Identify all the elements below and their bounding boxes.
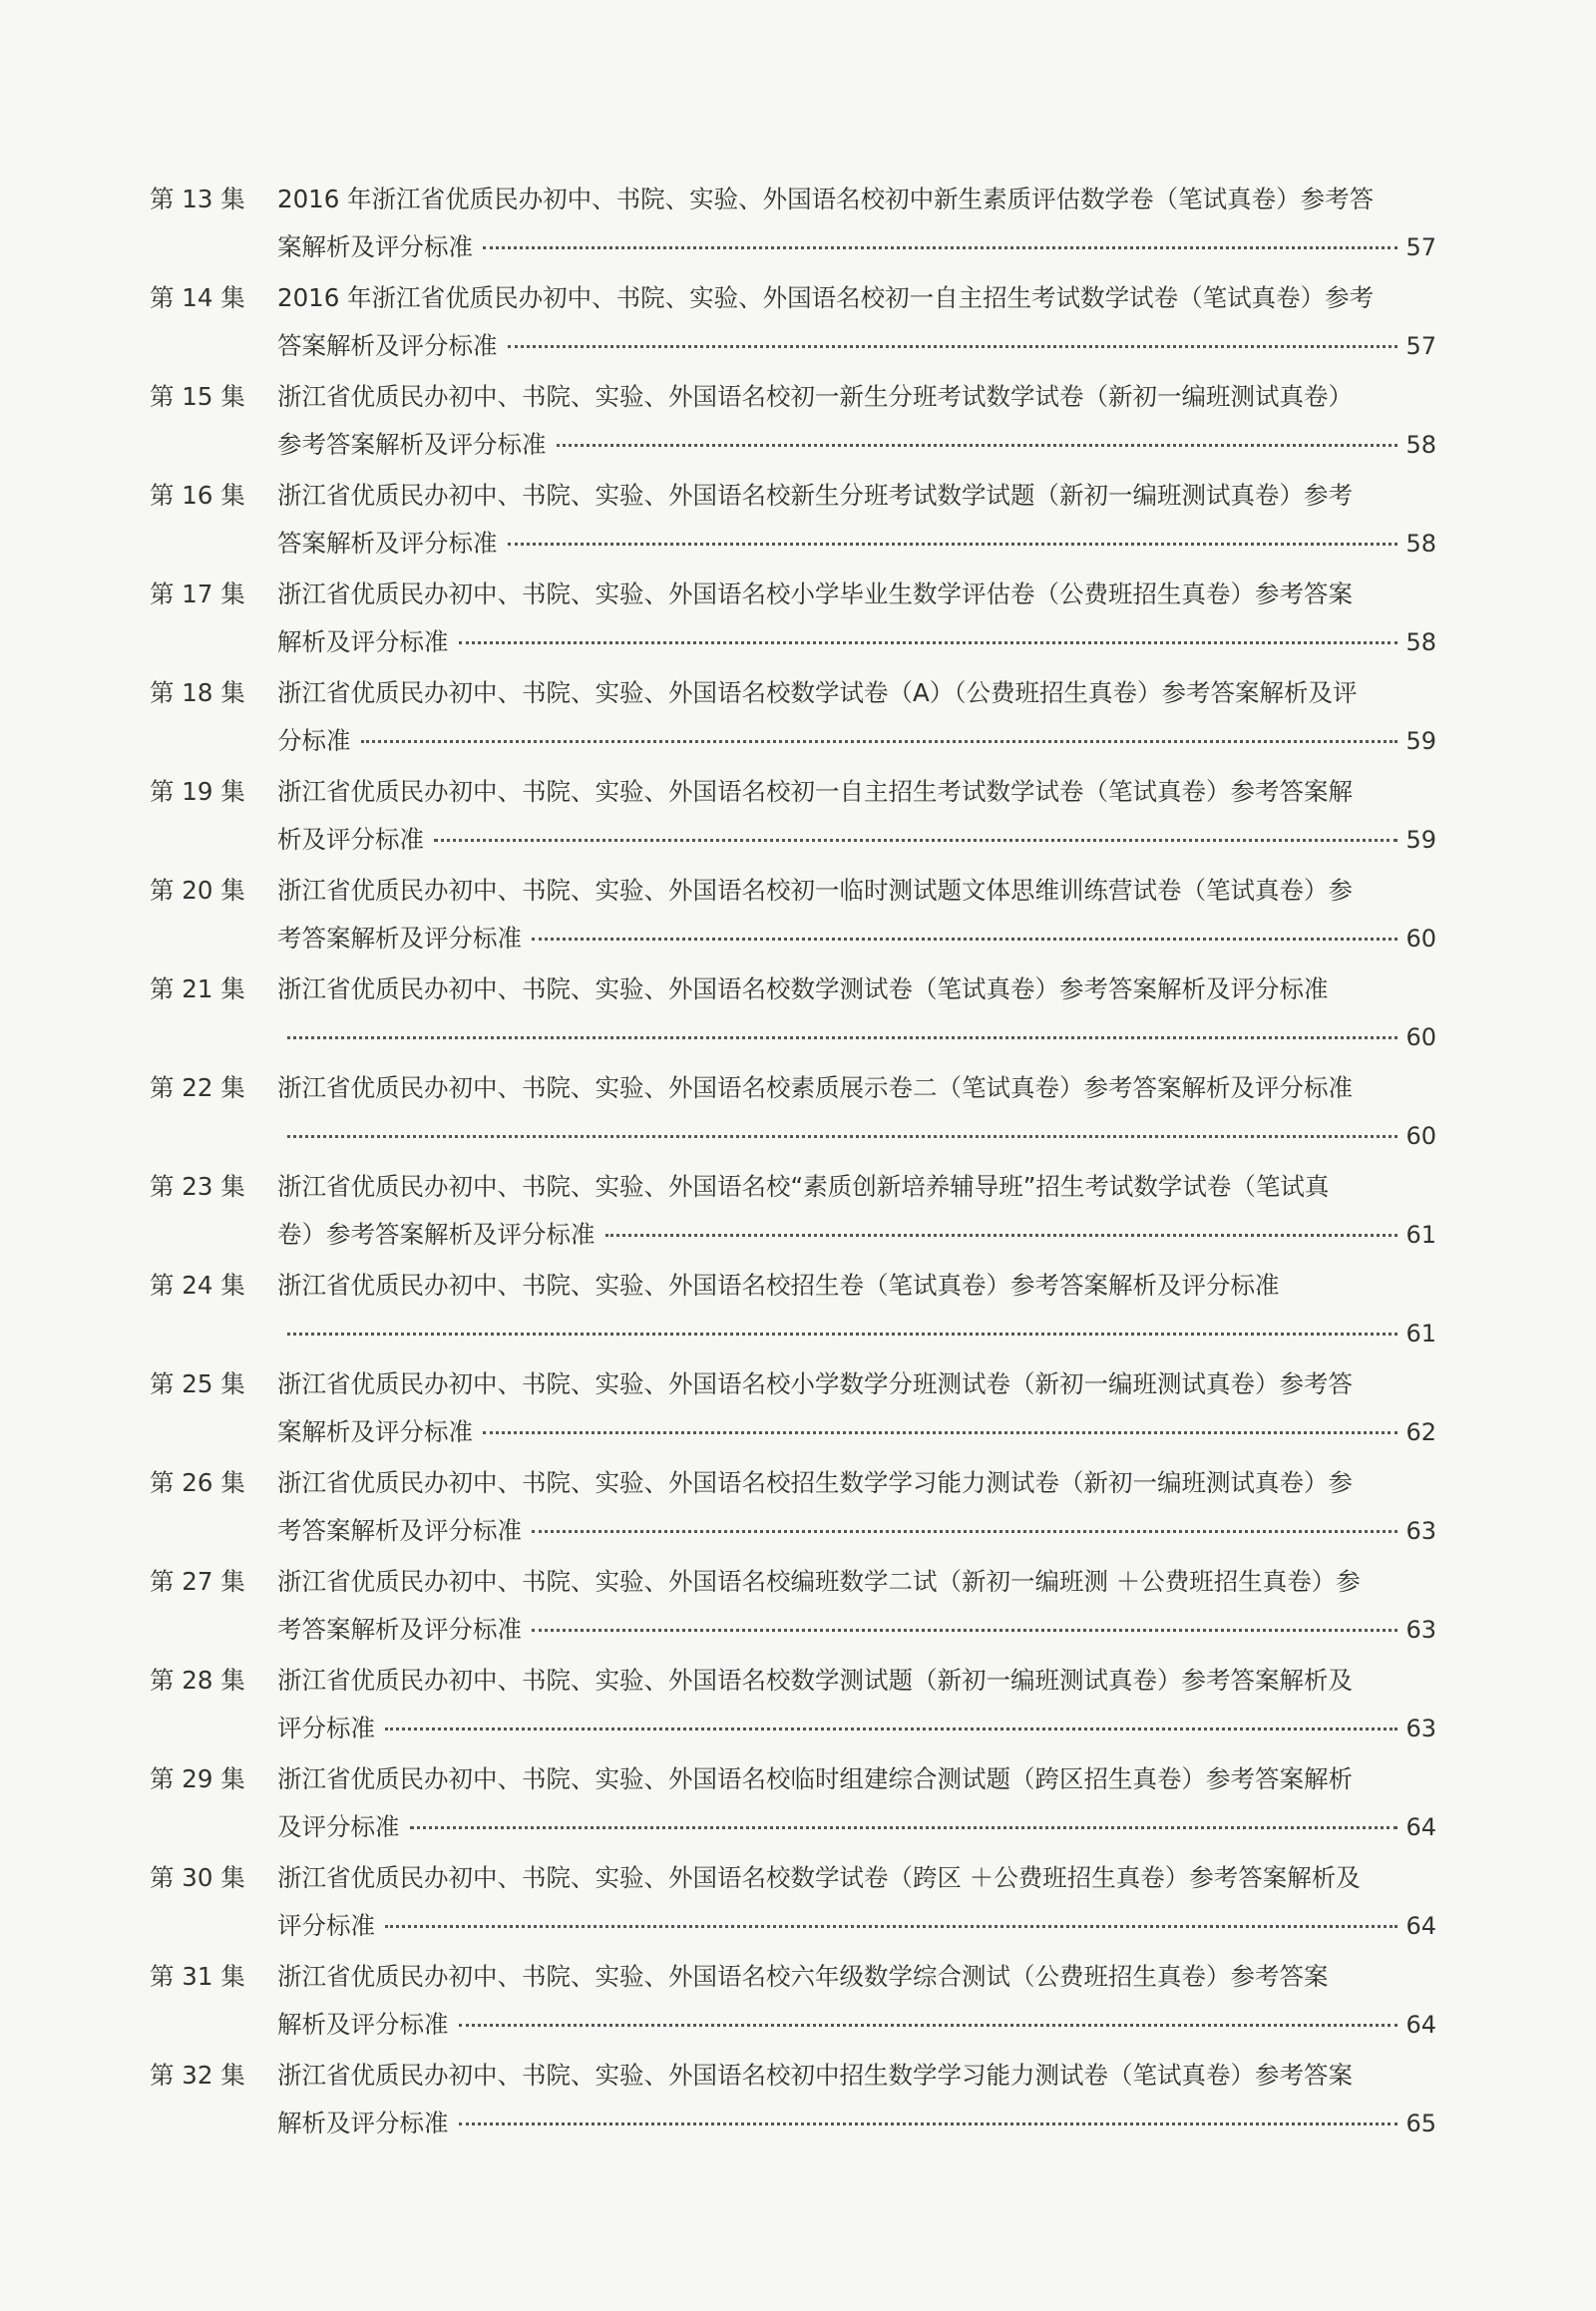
toc-entry-title: 浙江省优质民办初中、书院、实验、外国语名校招生数学学习能力测试卷（新初一编班测试真卷）参 [277, 1468, 1353, 1497]
toc-entry-page-number: 57 [1405, 233, 1436, 261]
dot-leader [508, 345, 1398, 348]
dot-leader [361, 740, 1398, 743]
dot-leader [287, 1333, 1397, 1336]
toc-entry-number: 第 28 集 [150, 1666, 245, 1695]
toc-entry-number: 第 14 集 [150, 283, 245, 312]
toc-entry-number: 第 17 集 [150, 579, 245, 608]
toc-entry-page-number: 63 [1405, 1715, 1436, 1742]
toc-entry-body [277, 965, 1436, 1064]
toc-entry-title: 浙江省优质民办初中、书院、实验、外国语名校初一临时测试题文体思维训练营试卷（笔试真卷）参 [277, 876, 1353, 905]
toc-entry-page-number: 59 [1405, 727, 1436, 755]
toc-entry [150, 472, 1436, 571]
toc-entry-title: 浙江省优质民办初中、书院、实验、外国语名校初一自主招生考试数学试卷（笔试真卷）参考答案解 [277, 777, 1353, 806]
toc-entry-page-number: 60 [1405, 1122, 1436, 1150]
toc-entry-title: 浙江省优质民办初中、书院、实验、外国语名校小学数学分班测试卷（新初一编班测试真卷）参考答 [277, 1369, 1353, 1398]
toc-entry-number: 第 27 集 [150, 1567, 245, 1596]
toc-entry-body [277, 472, 1436, 571]
toc-entry-second-line [277, 322, 1436, 370]
toc-entry-page-number: 63 [1405, 1517, 1436, 1545]
toc-entry-body [277, 867, 1436, 965]
dot-leader [483, 1431, 1397, 1434]
toc-entry-body [277, 274, 1436, 373]
toc-entry-title: 浙江省优质民办初中、书院、实验、外国语名校新生分班考试数学试题（新初一编班测试真卷）参考 [277, 481, 1353, 510]
toc-entry-second-line [277, 618, 1436, 666]
toc-entry-page-number: 58 [1405, 431, 1436, 459]
dot-leader [508, 543, 1398, 546]
toc-entry-title: 浙江省优质民办初中、书院、实验、外国语名校初中招生数学学习能力测试卷（笔试真卷）参考答案 [277, 2061, 1353, 2090]
toc-entry-title: 浙江省优质民办初中、书院、实验、外国语名校六年级数学综合测试（公费班招生真卷）参考答案 [277, 1962, 1329, 1991]
toc-entry-number: 第 31 集 [150, 1962, 245, 1991]
toc-entry-body [277, 1558, 1436, 1657]
dot-leader [459, 2122, 1398, 2125]
toc-entry-number: 第 15 集 [150, 382, 245, 411]
toc-entry-body [277, 768, 1436, 867]
toc-entry [150, 176, 1436, 274]
toc-entry-second-line [277, 1310, 1436, 1357]
toc-entry [150, 2052, 1436, 2150]
toc-entry-number: 第 13 集 [150, 185, 245, 213]
dot-leader [459, 2024, 1398, 2027]
toc-entry-title-continued: 考答案解析及评分标准 [277, 924, 522, 953]
toc-entry-page-number: 64 [1405, 1813, 1436, 1841]
toc-entry-body [277, 1953, 1436, 2052]
toc-entry [150, 867, 1436, 965]
toc-entry-body [277, 669, 1436, 768]
dot-leader [287, 1036, 1397, 1039]
toc-entry-number: 第 32 集 [150, 2061, 245, 2090]
toc-entry-second-line [277, 223, 1436, 271]
dot-leader [385, 1728, 1397, 1731]
toc-entry-title-continued: 考答案解析及评分标准 [277, 1516, 522, 1545]
toc-entry-page-number: 58 [1405, 628, 1436, 656]
toc-entry-body [277, 2052, 1436, 2150]
toc-entry-title: 浙江省优质民办初中、书院、实验、外国语名校数学测试卷（笔试真卷）参考答案解析及评分标准 [277, 974, 1329, 1003]
toc-entry [150, 965, 1436, 1064]
toc-entry-second-line [277, 1902, 1436, 1950]
toc-entry-body [277, 1360, 1436, 1459]
toc-entry [150, 1854, 1436, 1953]
toc-entry-second-line [277, 816, 1436, 864]
toc-entry-page-number: 65 [1405, 2110, 1436, 2137]
toc-entry-number: 第 16 集 [150, 481, 245, 510]
toc-entry-second-line [277, 2001, 1436, 2049]
toc-entry-title: 浙江省优质民办初中、书院、实验、外国语名校小学毕业生数学评估卷（公费班招生真卷）参考答案 [277, 579, 1353, 608]
toc-entry-title: 浙江省优质民办初中、书院、实验、外国语名校临时组建综合测试题（跨区招生真卷）参考答案解析 [277, 1764, 1353, 1793]
toc-entry-title: 浙江省优质民办初中、书院、实验、外国语名校素质展示卷二（笔试真卷）参考答案解析及评分标准 [277, 1073, 1353, 1102]
toc-entry-second-line [277, 1803, 1436, 1851]
toc-entry-title-continued: 评分标准 [277, 1714, 375, 1742]
toc-entry [150, 373, 1436, 472]
toc-entry-number: 第 30 集 [150, 1863, 245, 1892]
toc-entry-title-continued: 分标准 [277, 726, 351, 755]
toc-entry-page-number: 58 [1405, 530, 1436, 558]
toc-entry-second-line [277, 1211, 1436, 1259]
toc-entry-body [277, 1262, 1436, 1360]
toc-entry-number: 第 25 集 [150, 1369, 245, 1398]
toc-entry-number: 第 20 集 [150, 876, 245, 905]
toc-entry-title: 浙江省优质民办初中、书院、实验、外国语名校“素质创新培养辅导班”招生考试数学试卷（笔试真 [277, 1172, 1330, 1201]
toc-entry-page-number: 64 [1405, 2011, 1436, 2039]
toc-entry-number: 第 18 集 [150, 678, 245, 707]
toc-entry [150, 1360, 1436, 1459]
toc-entry-second-line [277, 1013, 1436, 1061]
toc-entry [150, 1459, 1436, 1558]
toc-entry-number: 第 21 集 [150, 974, 245, 1003]
toc-entry-body [277, 1064, 1436, 1163]
toc-entry-number: 第 24 集 [150, 1271, 245, 1300]
dot-leader [483, 246, 1397, 249]
toc-entry-title-continued: 答案解析及评分标准 [277, 331, 498, 360]
toc-entry-title: 浙江省优质民办初中、书院、实验、外国语名校数学试卷（A）（公费班招生真卷）参考答案解析及评 [277, 678, 1358, 707]
toc-entry-second-line [277, 1606, 1436, 1654]
toc-entry [150, 1163, 1436, 1262]
toc-entry-title: 浙江省优质民办初中、书院、实验、外国语名校数学试卷（跨区 ＋公费班招生真卷）参考答案解析及 [277, 1863, 1361, 1892]
toc-entry-title: 浙江省优质民办初中、书院、实验、外国语名校编班数学二试（新初一编班测 ＋公费班招生真卷）参 [277, 1567, 1361, 1596]
toc-entry-second-line [277, 915, 1436, 963]
toc-entry-second-line [277, 1408, 1436, 1456]
dot-leader [459, 641, 1398, 644]
toc-entry [150, 669, 1436, 768]
dot-leader [532, 1530, 1397, 1533]
toc-entry [150, 1953, 1436, 2052]
toc-entry-page-number: 61 [1405, 1221, 1436, 1249]
dot-leader [532, 1629, 1397, 1632]
toc-entry-body [277, 571, 1436, 669]
toc-entry-second-line [277, 1507, 1436, 1555]
toc-entry-title-continued: 评分标准 [277, 1911, 375, 1940]
toc-entry-page-number: 64 [1405, 1912, 1436, 1940]
toc-entry-title: 2016 年浙江省优质民办初中、书院、实验、外国语名校初一自主招生考试数学试卷（笔试真卷）参考 [277, 283, 1375, 312]
toc-entry-title-continued: 及评分标准 [277, 1812, 400, 1841]
toc-entry-second-line [277, 717, 1436, 765]
toc-entry-number: 第 19 集 [150, 777, 245, 806]
toc-entry-title: 浙江省优质民办初中、书院、实验、外国语名校数学测试题（新初一编班测试真卷）参考答案解析及 [277, 1666, 1353, 1695]
toc-entry-page-number: 61 [1405, 1320, 1436, 1348]
toc-entry-title: 浙江省优质民办初中、书院、实验、外国语名校初一新生分班考试数学试卷（新初一编班测试真卷） [277, 382, 1353, 411]
toc-entry-page-number: 60 [1405, 1023, 1436, 1051]
toc-entry-page-number: 62 [1405, 1418, 1436, 1446]
toc-entry-title-continued: 解析及评分标准 [277, 2109, 449, 2137]
toc-entry-title-continued: 解析及评分标准 [277, 2010, 449, 2039]
toc-entry-title-continued: 案解析及评分标准 [277, 1417, 473, 1446]
toc-entry [150, 768, 1436, 867]
toc-entry-page-number: 59 [1405, 826, 1436, 854]
toc-entry-second-line [277, 1112, 1436, 1160]
toc-entry [150, 1064, 1436, 1163]
dot-leader [557, 444, 1398, 447]
toc-entry-page-number: 60 [1405, 925, 1436, 953]
toc-entry-page-number: 63 [1405, 1616, 1436, 1644]
toc-entry-title: 浙江省优质民办初中、书院、实验、外国语名校招生卷（笔试真卷）参考答案解析及评分标准 [277, 1271, 1280, 1300]
toc-entry-body [277, 1459, 1436, 1558]
toc-entry-body [277, 176, 1436, 274]
toc-entry [150, 571, 1436, 669]
dot-leader [605, 1234, 1398, 1237]
toc-entry-second-line [277, 1705, 1436, 1752]
toc-entry-number: 第 23 集 [150, 1172, 245, 1201]
dot-leader [287, 1135, 1397, 1138]
dot-leader [385, 1925, 1397, 1928]
toc-entry [150, 1558, 1436, 1657]
toc-entry-body [277, 1163, 1436, 1262]
toc-entry-second-line [277, 520, 1436, 568]
toc-entry-number: 第 29 集 [150, 1764, 245, 1793]
dot-leader [410, 1826, 1398, 1829]
toc-entry-title-continued: 析及评分标准 [277, 825, 424, 854]
toc-entry-page-number: 57 [1405, 332, 1436, 360]
toc-entry-title-continued: 答案解析及评分标准 [277, 529, 498, 558]
toc-entry-second-line [277, 421, 1436, 469]
toc-entry [150, 1657, 1436, 1755]
toc-entry-body [277, 1657, 1436, 1755]
toc-entry [150, 1262, 1436, 1360]
toc-entry [150, 274, 1436, 373]
toc-entry-number: 第 26 集 [150, 1468, 245, 1497]
dot-leader [434, 839, 1397, 842]
dot-leader [532, 938, 1397, 941]
toc-entry-number: 第 22 集 [150, 1073, 245, 1102]
toc-entry-title-continued: 考答案解析及评分标准 [277, 1615, 522, 1644]
toc-entry-second-line [277, 2100, 1436, 2147]
toc-entry-body [277, 1755, 1436, 1854]
toc-entry-body [277, 373, 1436, 472]
toc-entry-title-continued: 解析及评分标准 [277, 627, 449, 656]
toc-entry [150, 1755, 1436, 1854]
table-of-contents [150, 176, 1436, 2150]
toc-entry-body [277, 1854, 1436, 1953]
toc-entry-title-continued: 案解析及评分标准 [277, 232, 473, 261]
toc-entry-title-continued: 卷）参考答案解析及评分标准 [277, 1220, 596, 1249]
toc-entry-title: 2016 年浙江省优质民办初中、书院、实验、外国语名校初中新生素质评估数学卷（笔试真卷）参考答 [277, 185, 1375, 213]
toc-entry-title-continued: 参考答案解析及评分标准 [277, 430, 547, 459]
